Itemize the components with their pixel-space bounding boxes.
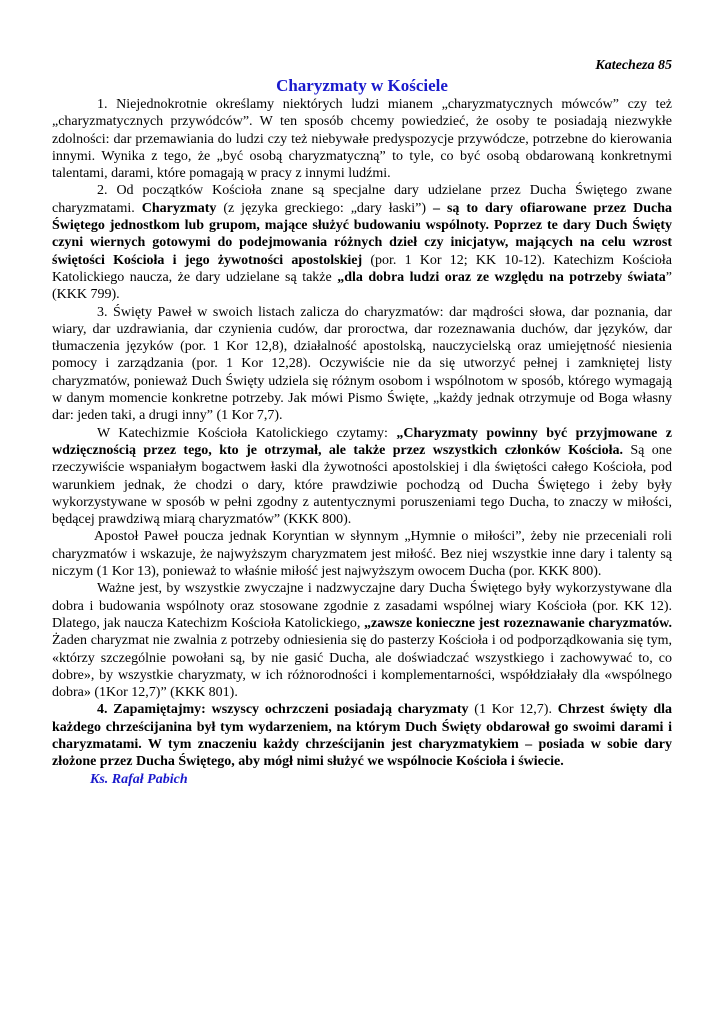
document-body	[52, 96, 672, 788]
paragraph-7: 4. Zapamiętajmy: wszyscy ochrzczeni posiadają charyzmaty (1 Kor 12,7). Chrzest święty dla każdego chrześcijanina był tym wydarzeniem, na którym Duch Święty obdarował go swoimi darami i charyzmatami. W tym znaczeniu każdy chrześcijanin jest charyzmatykiem – posiada w sobie dary złożone przez Ducha Świętego, aby mógł nimi służyć we wspólnocie Kościoła i świecie.	[52, 702, 672, 770]
author-signature: Ks. Rafał Pabich	[90, 771, 188, 787]
paragraph-6: Ważne jest, by wszystkie zwyczajne i nadzwyczajne dary Ducha Świętego były wykorzystywane dla dobra i budowania wspólnoty oraz stosowane zgodnie z zasadami wspólnej wiary Kościoła (por. KK 12). Dlatego, jak naucza Katechizm Kościoła Katolickiego, „zawsze konieczne jest rozeznawanie charyzmatów. Żaden charyzmat nie zwalnia z potrzeby odniesienia się do pasterzy Kościoła i od podporządkowania się tym, «którzy szczególnie powołani są, by nie gasić Ducha, ale doświadczać wszystkiego i zachowywać to, co dobre», by wszystkie charyzmaty, w ich różnorodności i komplementarności, współdziałały dla «wspólnego dobra» (1Kor 12,7)” (KKK 801).	[52, 581, 672, 701]
paragraph-2: 2. Od początków Kościoła znane są specjalne dary udzielane przez Ducha Świętego zwane charyzmatami. Charyzmaty (z języka greckiego: „dary łaski”) – są to dary ofiarowane przez Ducha Świętego jednostkom lub grupom, mające służyć budowaniu wspólnoty. Poprzez te dary Duch Święty czyni wiernych gotowymi do podejmowania różnych dzieł czy inicjatyw, mających na celu wzrost świętości Kościoła i jego żywotności apostolskiej (por. 1 Kor 12; KK 10-12). Katechizm Kościoła Katolickiego naucza, że dary udzielane są także „dla dobra ludzi oraz ze względu na potrzeby świata” (KKK 799).	[52, 183, 672, 303]
paragraph-4: W Katechizmie Kościoła Katolickiego czytamy: „Charyzmaty powinny być przyjmowane z wdzięcznością przez tego, kto je otrzymał, ale także przez wszystkich członków Kościoła. Są one rzeczywiście wspaniałym bogactwem łaski dla żywotności apostolskiej i dla świętości całego Kościoła, pod warunkiem jednak, że chodzi o dary, które prawdziwie pochodzą od Ducha Świętego i żeby były wykorzystywane w sposób w pełni zgodny z autentycznymi poruszeniami tego Ducha, to znaczy w miłości, będącej prawdziwą miarą charyzmatów” (KKK 800).	[52, 425, 672, 528]
page-title: Charyzmaty w Kościele	[276, 76, 448, 95]
catechesis-number: Katecheza 85	[595, 58, 672, 73]
paragraph-5: Apostoł Paweł poucza jednak Koryntian w słynnym „Hymnie o miłości”, żeby nie przeceniali roli charyzmatów i wskazuje, że najwyższym charyzmatem jest miłość. Bez niej wszystkie inne dary i talenty są niczym (1 Kor 13), ponieważ to właśnie miłość jest najwyższym owocem Ducha (por. KKK 800).	[52, 529, 672, 580]
paragraph-1: 1. Niejednokrotnie określamy niektórych ludzi mianem „charyzmatycznych mówców” czy też „charyzmatycznych przywódców”. W ten sposób chcemy powiedzieć, że osoby te posiadają niezwykłe zdolności: dar przemawiania do ludzi czy też niebywałe predyspozycje przywódcze, potrzebne do kierowania innymi. Wynika z tego, że „być osobą charyzmatyczną” to tyle, co być osobą obdarowaną konkretnymi talentami, darami, które pomagają w pracy z innymi ludźmi.	[52, 97, 672, 182]
paragraph-3: 3. Święty Paweł w swoich listach zalicza do charyzmatów: dar mądrości słowa, dar poznania, dar wiary, dar uzdrawiania, dar czynienia cudów, dar proroctwa, dar rozeznawania duchów, dar języków, dar tłumaczenia języków (por. 1 Kor 12,8), działalność apostolską, nauczycielską oraz umiejętność niesienia pomocy i zarządzania (por. 1 Kor 12,28). Oczywiście nie da się utworzyć pełnej i zamkniętej listy charyzmatów, ponieważ Duch Święty udziela się różnym osobom i wspólnotom w sposób, którego wymagają w danym momencie konkretne potrzeby. Jak mówi Pismo Święte, „każdy jednak otrzymuje od Boga własny dar: jeden taki, a drugi inny” (1 Kor 7,7).	[52, 304, 672, 424]
